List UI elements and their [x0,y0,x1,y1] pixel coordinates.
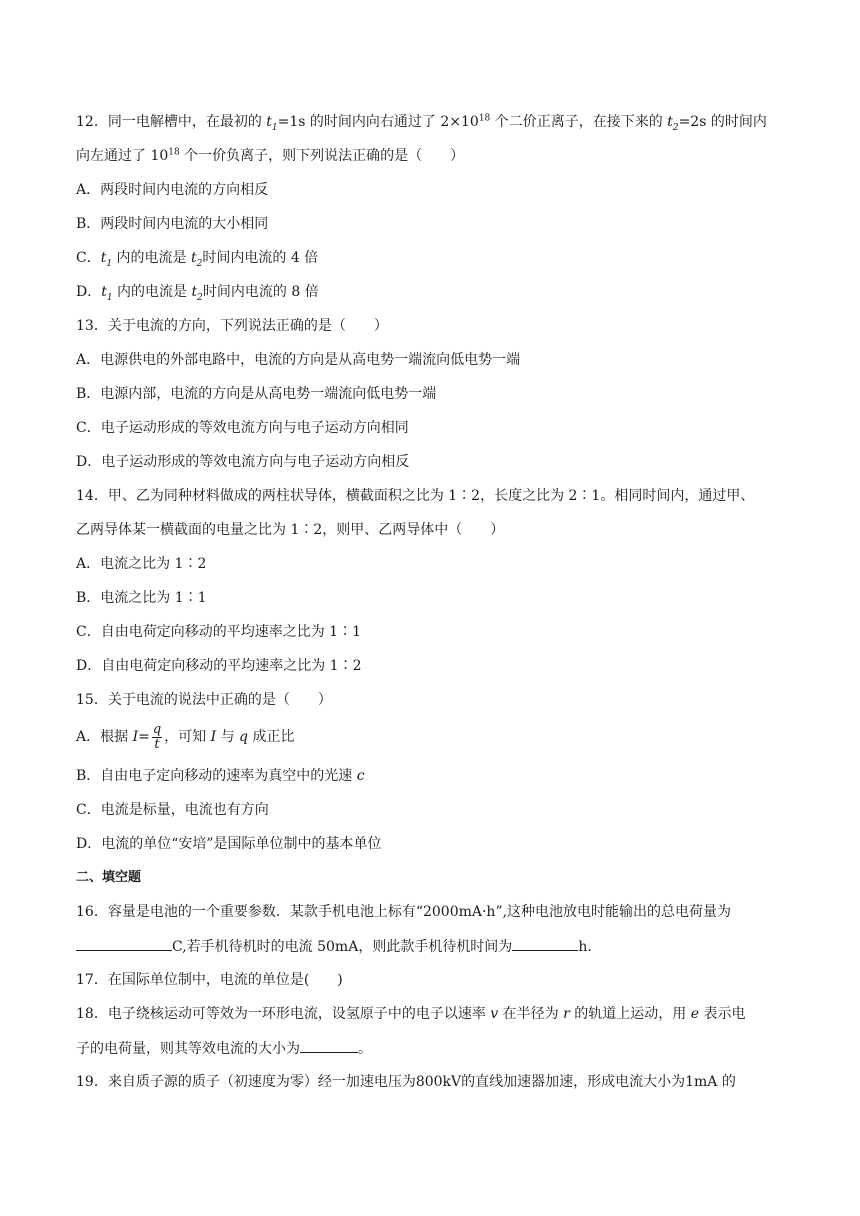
q12-text: 个一价负离子，则下列说法正确的是（ ） [179,148,465,164]
t1-subscript: 1 [106,292,113,303]
fraction-q-over-t [152,723,162,752]
option-label: C． [76,250,101,266]
option-text: 时间内电流的 8 倍 [202,284,319,300]
q16-text: h． [578,939,602,955]
radius-symbol: r [563,1006,570,1022]
q19-line-1: 19．来自质子源的质子（初速度为零）经一加速电压为800kV的直线加速器加速，形成电流大小为1mA 的 [76,1074,736,1090]
q12-text: =1s 的时间内向右通过了 2×10 [277,114,479,130]
option-text: 内的电流是 [112,250,191,266]
q15-stem: 15．关于电流的说法中正确的是（ ） [76,692,332,708]
option-text: 时间内电流的 4 倍 [202,250,319,266]
current-symbol: I [132,729,139,745]
q12-line-1 [76,112,767,132]
exponent: 18 [168,147,180,158]
option-text: B．自由电子定向移动的速率为真空中的光速 [76,768,357,784]
t2-symbol: t [191,250,197,266]
q18-text: 。 [358,1041,372,1057]
q14-option-c: C．自由电荷定向移动的平均速率之比为 1∶1 [76,624,361,640]
q12-option-b: B．两段时间内电流的大小相同 [76,216,269,232]
option-label: D． [76,284,102,300]
q18-text: 子的电荷量，则其等效电流的大小为 [76,1041,300,1057]
q15-option-b [76,766,365,786]
q18-text: 表示电 [699,1006,746,1022]
q14-option-d: D．自由电荷定向移动的平均速率之比为 1∶2 [76,658,362,674]
t1-symbol: t [101,284,107,300]
q16-line-2 [76,936,601,957]
fraction-denominator: t [152,737,162,752]
t2-symbol: t [667,114,673,130]
t1-subscript: 1 [106,258,113,269]
charge-symbol: q [239,729,249,745]
q18-text: 在半径为 [498,1006,564,1022]
exponent: 18 [478,113,491,124]
q17-stem: 17．在国际单位制中，电流的单位是( ) [76,972,343,988]
q14-line-1: 14．甲、乙为同种材料做成的两柱状导体，横截面积之比为 1∶2，长度之比为 2∶1。相同时间内，通过甲、 [76,488,755,504]
light-speed-symbol: c [356,768,365,784]
q12-text: 个二价正离子，在接下来的 [490,114,668,130]
q13-option-c: C．电子运动形成的等效电流方向与电子运动方向相同 [76,420,409,436]
t2-subscript: 2 [672,122,679,133]
q15-option-d: D．电流的单位“安培”是国际单位制中的基本单位 [76,836,382,852]
q18-text: 的轨道上运动，用 [569,1006,691,1022]
q12-option-c [76,248,318,268]
option-text: 内的电流是 [112,284,192,300]
t2-subscript: 2 [197,292,203,303]
t1-symbol: t [266,114,272,130]
q12-option-a: A．两段时间内电流的方向相反 [76,182,269,198]
option-text: 成正比 [248,729,295,745]
q12-option-d [76,282,319,302]
q18-text: 18．电子绕核运动可等效为一环形电流，设氢原子中的电子以速率 [76,1006,491,1022]
q15-option-c: C．电流是标量，电流也有方向 [76,802,269,818]
option-text: ，可知 [164,729,211,745]
q12-text: 12．同一电解槽中，在最初的 [76,114,267,130]
answer-blank[interactable] [300,1038,358,1053]
current-symbol: I [210,729,217,745]
q12-line-2 [76,146,464,166]
electron-charge-symbol: e [690,1006,699,1022]
t1-subscript: 1 [271,122,278,133]
speed-symbol: v [490,1006,499,1022]
q14-option-a: A．电流之比为 1∶2 [76,556,207,572]
q16-line-1: 16．容量是电池的一个重要参数．某款手机电池上标有“2000mA·h”,这种电池放电时能输出的总电荷量为 [76,904,732,920]
q13-option-a: A．电源供电的外部电路中，电流的方向是从高电势一端流向低电势一端 [76,352,521,368]
q14-line-2: 乙两导体某一横截面的电量之比为 1∶2，则甲、乙两导体中（ ） [76,522,505,538]
option-text: 与 [216,729,240,745]
fraction-numerator: q [152,721,162,737]
q18-line-1 [76,1004,745,1024]
option-text: A．根据 [76,729,133,745]
section-heading: 二、填空题 [76,870,142,885]
t2-subscript: 2 [196,258,203,269]
q14-option-b: B．电流之比为 1∶1 [76,590,207,606]
q13-stem: 13．关于电流的方向，下列说法正确的是（ ） [76,318,388,334]
answer-blank[interactable] [76,936,172,951]
q16-text: C,若手机待机时的电流 50mA，则此款手机待机时间为 [172,939,513,955]
answer-blank[interactable] [512,936,578,951]
q13-option-b: B．电源内部，电流的方向是从高电势一端流向低电势一端 [76,386,437,402]
q15-option-a [76,722,294,752]
q13-option-d: D．电子运动形成的等效电流方向与电子运动方向相反 [76,454,410,470]
q18-line-2 [76,1038,372,1059]
equals-sign: = [138,729,150,745]
t1-symbol: t [100,250,107,266]
t2-symbol: t [191,284,198,300]
q12-text: =2s 的时间内 [678,114,767,130]
q12-text: 向左通过了 10 [76,148,169,164]
